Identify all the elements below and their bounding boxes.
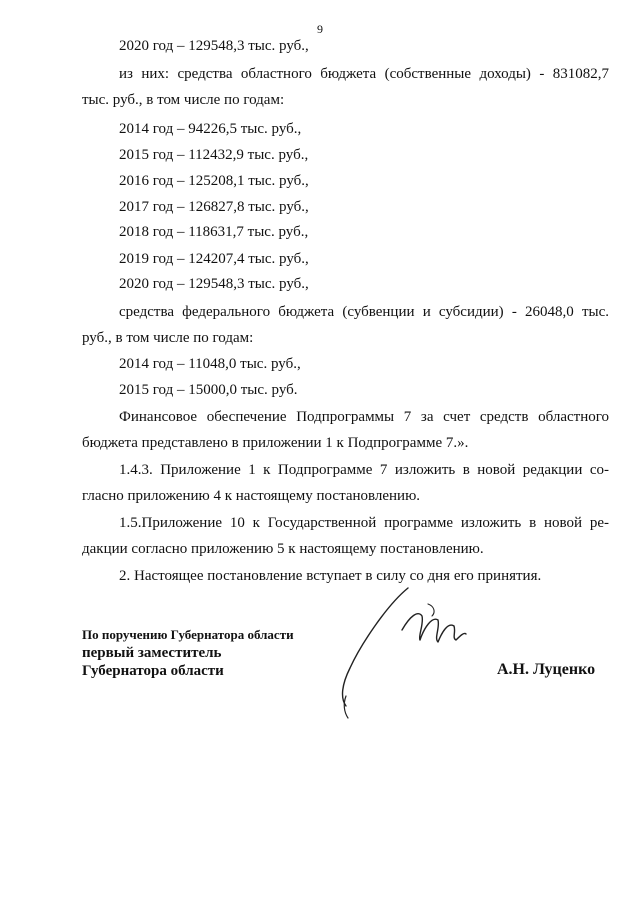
text-line: 1.5.Приложение 10 к Государственной программе изложить в новой ре-: [119, 515, 609, 531]
handwritten-signature: [338, 586, 478, 726]
signature-line-3: Губернатора области: [82, 663, 224, 679]
year-line: 2015 год – 112432,9 тыс. руб.,: [119, 147, 309, 163]
text-line: 1.4.3. Приложение 1 к Подпрограмме 7 изложить в новой редакции со-: [119, 462, 609, 478]
signature-line-1: По поручению Губернатора области: [82, 627, 294, 642]
year-line: 2014 год – 94226,5 тыс. руб.,: [119, 121, 302, 137]
text-line: дакции согласно приложению 5 к настоящему постановлению.: [82, 541, 484, 557]
text-line: средства федерального бюджета (субвенции и субсидии) - 26048,0 тыс.: [119, 304, 609, 320]
year-line: 2018 год – 118631,7 тыс. руб.,: [119, 224, 309, 240]
year-line: 2015 год – 15000,0 тыс. руб.: [119, 382, 298, 398]
text-line: 2. Настоящее постановление вступает в силу со дня его принятия.: [119, 568, 542, 584]
year-line: 2016 год – 125208,1 тыс. руб.,: [119, 173, 309, 189]
text-line: Финансовое обеспечение Подпрограммы 7 за счет средств областного: [119, 409, 609, 425]
text-line: руб., в том числе по годам:: [82, 330, 254, 346]
year-line: 2019 год – 124207,4 тыс. руб.,: [119, 251, 309, 267]
text-line: из них: средства областного бюджета (собственные доходы) - 831082,7: [119, 66, 609, 82]
page-number: 9: [317, 22, 323, 36]
text-line: гласно приложению 4 к настоящему постановлению.: [82, 488, 421, 504]
year-line: 2017 год – 126827,8 тыс. руб.,: [119, 199, 309, 215]
text-line: бюджета представлено в приложении 1 к Подпрограмме 7.».: [82, 435, 469, 451]
year-line: 2020 год – 129548,3 тыс. руб.,: [119, 276, 309, 292]
signature-line-2: первый заместитель: [82, 645, 222, 661]
text-line: тыс. руб., в том числе по годам:: [82, 92, 285, 108]
signatory-name: А.Н. Луценко: [497, 661, 596, 678]
text-line: 2020 год – 129548,3 тыс. руб.,: [119, 38, 309, 54]
year-line: 2014 год – 11048,0 тыс. руб.,: [119, 356, 301, 372]
